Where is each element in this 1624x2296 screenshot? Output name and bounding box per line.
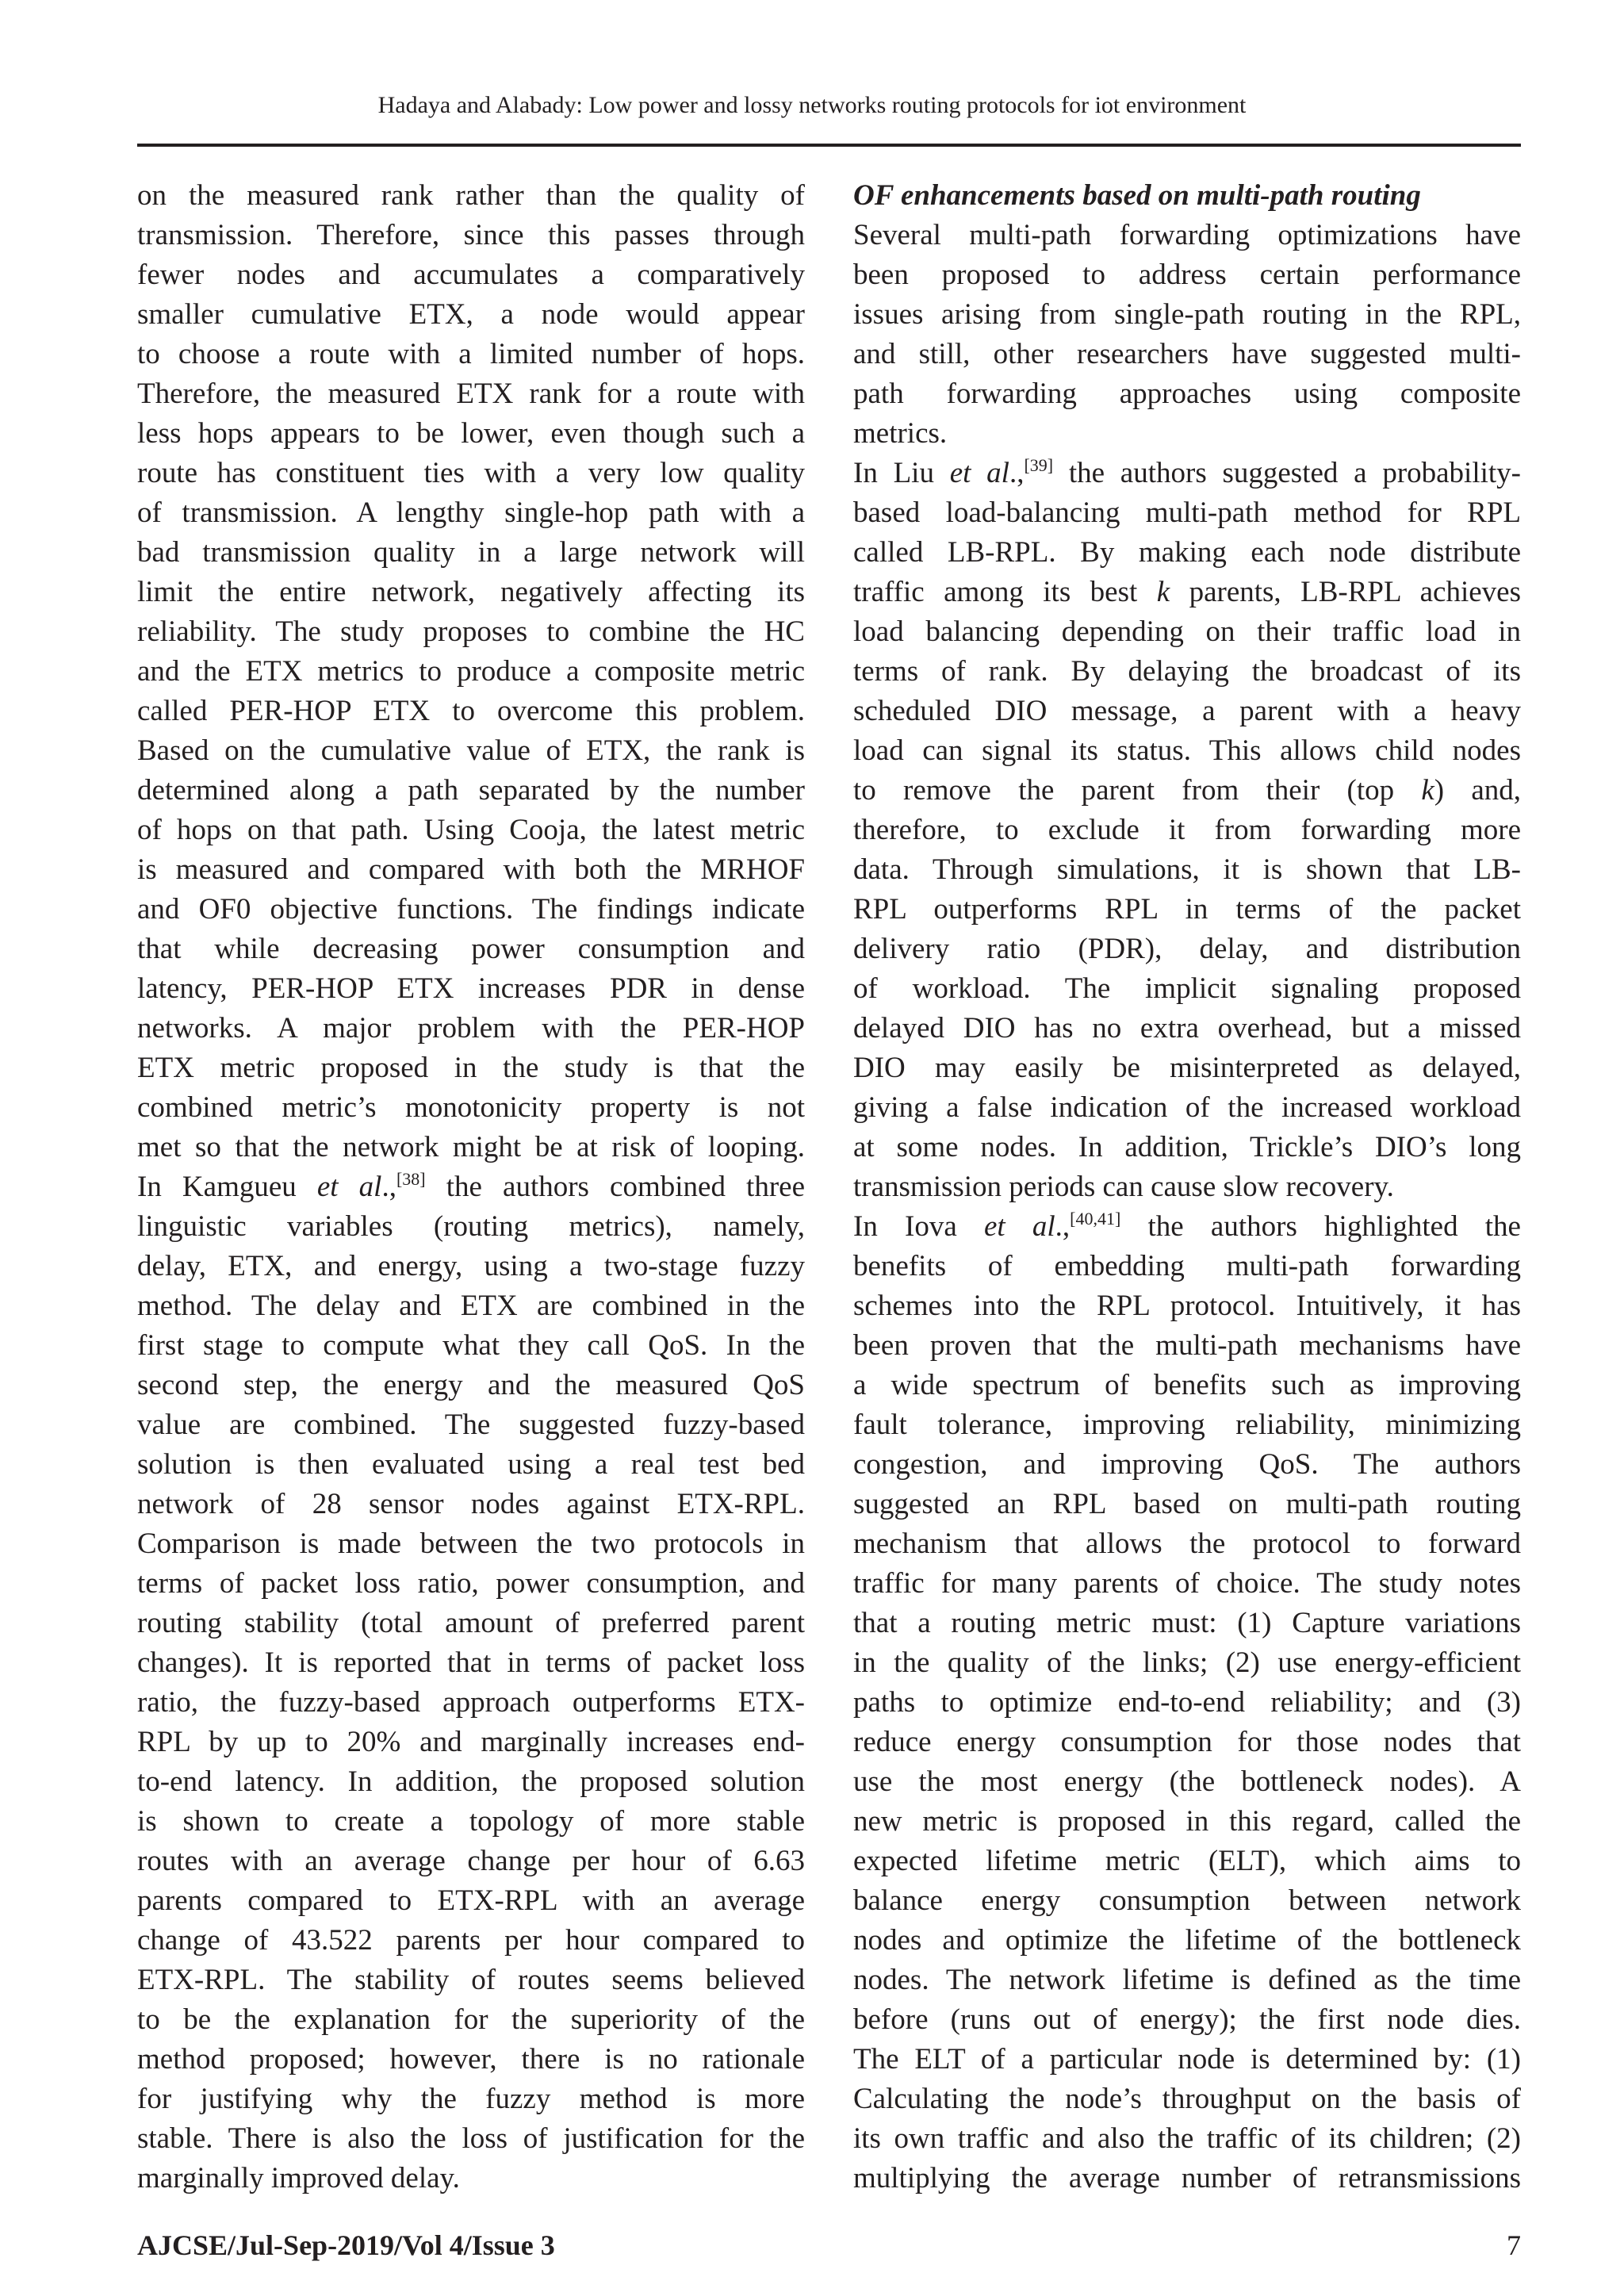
text-line: nodes. The network lifetime is defined as the time — [853, 1964, 1521, 1996]
text-line: transmission periods can cause slow recovery. — [853, 1171, 1394, 1203]
text-line: and OF0 objective functions. The findings indicate — [137, 893, 805, 926]
italic-text: k — [1421, 774, 1434, 807]
header-divider — [137, 144, 1521, 147]
text-line: path forwarding approaches using composite — [853, 378, 1521, 410]
citation-ref: [39] — [1024, 455, 1054, 475]
text-line: and the ETX metrics to produce a composite metric — [137, 655, 805, 688]
text-line: Calculating the node’s throughput on the basis of — [853, 2083, 1521, 2115]
italic-text: et al — [983, 1210, 1055, 1243]
text-line: Several multi-path forwarding optimizations have — [853, 219, 1521, 251]
text-line: second step, the energy and the measured QoS — [137, 1369, 805, 1401]
text-line: bad transmission quality in a large network will — [137, 536, 805, 569]
text-line: networks. A major problem with the PER-HOP — [137, 1012, 805, 1045]
text-line: reliability. The study proposes to combine the HC — [137, 615, 805, 648]
text-line: is measured and compared with both the MRHOF — [137, 853, 805, 886]
text-line: new metric is proposed in this regard, called the — [853, 1805, 1521, 1838]
text-line: of hops on that path. Using Cooja, the latest metric — [137, 814, 805, 846]
text-line: multiplying the average number of retransmissions — [853, 2162, 1521, 2194]
text-line: ratio, the fuzzy-based approach outperforms ETX- — [137, 1686, 805, 1719]
text-line: method. The delay and ETX are combined in the — [137, 1290, 805, 1322]
text-line: stable. There is also the loss of justification for the — [137, 2122, 805, 2155]
text-line: suggested an RPL based on multi-path routing — [853, 1488, 1521, 1520]
text-line: called LB-RPL. By making each node distribute — [853, 536, 1521, 569]
text-line: ETX-RPL. The stability of routes seems believed — [137, 1964, 805, 1996]
text-line: in the quality of the links; (2) use energy-efficient — [853, 1646, 1521, 1679]
text-line: to choose a route with a limited number of hops. — [137, 338, 805, 370]
text-line: determined along a path separated by the number — [137, 774, 805, 807]
text-line: change of 43.522 parents per hour compared to — [137, 1924, 805, 1957]
text-line: first stage to compute what they call QoS. In the — [137, 1329, 805, 1362]
text-line: based load-balancing multi-path method for RPL — [853, 496, 1521, 529]
text-line: limit the entire network, negatively affecting its — [137, 576, 805, 608]
text-line: expected lifetime metric (ELT), which aims to — [853, 1845, 1521, 1877]
text-line: load can signal its status. This allows child nodes — [853, 734, 1521, 767]
text-line: is shown to create a topology of more stable — [137, 1805, 805, 1838]
text-line: reduce energy consumption for those nodes that — [853, 1726, 1521, 1758]
text-line: use the most energy (the bottleneck nodes). A — [853, 1765, 1521, 1798]
text-line: been proven that the multi-path mechanisms have — [853, 1329, 1521, 1362]
italic-text: et al — [316, 1171, 382, 1203]
citation-ref: [40,41] — [1070, 1209, 1121, 1228]
section-heading: OF enhancements based on multi-path routing — [853, 179, 1421, 212]
text-line: schemes into the RPL protocol. Intuitively, it has — [853, 1290, 1521, 1322]
text-line: In Kamgueu et al.,[38] the authors combined three — [137, 1169, 806, 1203]
text-line: traffic among its best k parents, LB-RPL achieves — [853, 576, 1521, 608]
citation-ref: [38] — [396, 1169, 426, 1189]
text-line: that while decreasing power consumption and — [137, 933, 805, 965]
right-text-column — [853, 176, 1521, 2198]
text-line: fault tolerance, improving reliability, minimizing — [853, 1409, 1521, 1441]
left-text-column — [137, 176, 805, 2198]
text-line: delayed DIO has no extra overhead, but a missed — [853, 1012, 1521, 1045]
page-number: 7 — [1507, 2229, 1521, 2261]
text-line: metrics. — [853, 417, 948, 450]
running-header: Hadaya and Alabady: Low power and lossy networks routing protocols for iot environment — [377, 92, 1247, 118]
text-line: DIO may easily be misinterpreted as delayed, — [853, 1052, 1521, 1084]
text-line: delivery ratio (PDR), delay, and distribution — [853, 933, 1521, 965]
text-line: marginally improved delay. — [137, 2162, 460, 2194]
text-line: value are combined. The suggested fuzzy-based — [137, 1409, 805, 1441]
text-line: combined metric’s monotonicity property is not — [137, 1091, 805, 1124]
text-line: therefore, to exclude it from forwarding more — [853, 814, 1521, 846]
text-line: and still, other researchers have suggested multi- — [853, 338, 1521, 370]
text-line: latency, PER-HOP ETX increases PDR in dense — [137, 972, 805, 1005]
text-line: been proposed to address certain performance — [853, 259, 1521, 291]
text-line: parents compared to ETX-RPL with an average — [137, 1884, 805, 1917]
text-line: issues arising from single-path routing in the RPL, — [853, 298, 1521, 331]
text-line: met so that the network might be at risk of looping. — [137, 1131, 805, 1163]
text-line: changes). It is reported that in terms of packet loss — [137, 1646, 805, 1679]
text-line: congestion, and improving QoS. The authors — [853, 1448, 1521, 1481]
text-line: linguistic variables (routing metrics), namely, — [137, 1210, 805, 1243]
text-line: nodes and optimize the lifetime of the bottleneck — [853, 1924, 1521, 1957]
text-line: Therefore, the measured ETX rank for a route with — [137, 378, 805, 410]
text-line: its own traffic and also the traffic of its children; (2) — [853, 2122, 1521, 2155]
text-line: a wide spectrum of benefits such as improving — [853, 1369, 1521, 1401]
text-line: delay, ETX, and energy, using a two-stage fuzzy — [137, 1250, 805, 1282]
text-line: to be the explanation for the superiority of the — [137, 2003, 805, 2036]
text-line: paths to optimize end-to-end reliability; and (3) — [853, 1686, 1521, 1719]
text-line: called PER-HOP ETX to overcome this problem. — [137, 695, 805, 727]
text-line: Based on the cumulative value of ETX, the rank is — [137, 734, 805, 767]
text-line: Comparison is made between the two protocols in — [137, 1527, 805, 1560]
text-line: less hops appears to be lower, even though such a — [137, 417, 805, 450]
text-line: data. Through simulations, it is shown that LB- — [853, 853, 1521, 886]
text-line: terms of rank. By delaying the broadcast of its — [853, 655, 1521, 688]
text-line: that a routing metric must: (1) Capture variations — [853, 1607, 1521, 1639]
text-line: scheduled DIO message, a parent with a heavy — [853, 695, 1521, 727]
text-line: to remove the parent from their (top k) and, — [853, 774, 1521, 807]
text-line: load balancing depending on their traffic load in — [853, 615, 1521, 648]
text-line: route has constituent ties with a very low quality — [137, 457, 805, 489]
text-line: routes with an average change per hour of 6.63 — [137, 1845, 805, 1877]
text-line: of workload. The implicit signaling proposed — [853, 972, 1521, 1005]
text-line: on the measured rank rather than the quality of — [137, 179, 805, 212]
text-line: of transmission. A lengthy single-hop path with a — [137, 496, 805, 529]
text-line: fewer nodes and accumulates a comparatively — [137, 259, 805, 291]
text-line: to-end latency. In addition, the proposed solution — [137, 1765, 805, 1798]
text-line: mechanism that allows the protocol to forward — [853, 1527, 1521, 1560]
text-line: giving a false indication of the increased workload — [853, 1091, 1521, 1124]
text-line: traffic for many parents of choice. The study notes — [853, 1567, 1521, 1600]
text-line: method proposed; however, there is no rationale — [137, 2043, 805, 2076]
text-line: RPL by up to 20% and marginally increases end- — [137, 1726, 805, 1758]
text-line: at some nodes. In addition, Trickle’s DIO’s long — [853, 1131, 1521, 1163]
text-line: RPL outperforms RPL in terms of the packet — [853, 893, 1521, 926]
text-line: for justifying why the fuzzy method is more — [137, 2083, 805, 2115]
text-line: before (runs out of energy); the first node dies. — [853, 2003, 1521, 2036]
text-line: network of 28 sensor nodes against ETX-RPL. — [137, 1488, 805, 1520]
text-line: ETX metric proposed in the study is that the — [137, 1052, 805, 1084]
text-line: balance energy consumption between network — [853, 1884, 1521, 1917]
text-line: The ELT of a particular node is determined by: (1) — [853, 2043, 1521, 2076]
italic-text: k — [1156, 576, 1170, 608]
text-line: solution is then evaluated using a real test bed — [137, 1448, 805, 1481]
text-line: routing stability (total amount of preferred parent — [137, 1607, 805, 1639]
journal-footer: AJCSE/Jul-Sep-2019/Vol 4/Issue 3 — [137, 2229, 555, 2261]
text-line: smaller cumulative ETX, a node would appear — [137, 298, 805, 331]
text-line: transmission. Therefore, since this passes through — [137, 219, 805, 251]
italic-text: et al — [949, 457, 1009, 489]
text-line: In Liu et al.,[39] the authors suggested a probability- — [853, 455, 1521, 489]
text-line: benefits of embedding multi-path forwarding — [853, 1250, 1521, 1282]
text-line: In Iova et al.,[40,41] the authors highlighted the — [853, 1209, 1521, 1243]
text-line: terms of packet loss ratio, power consumption, and — [137, 1567, 805, 1600]
